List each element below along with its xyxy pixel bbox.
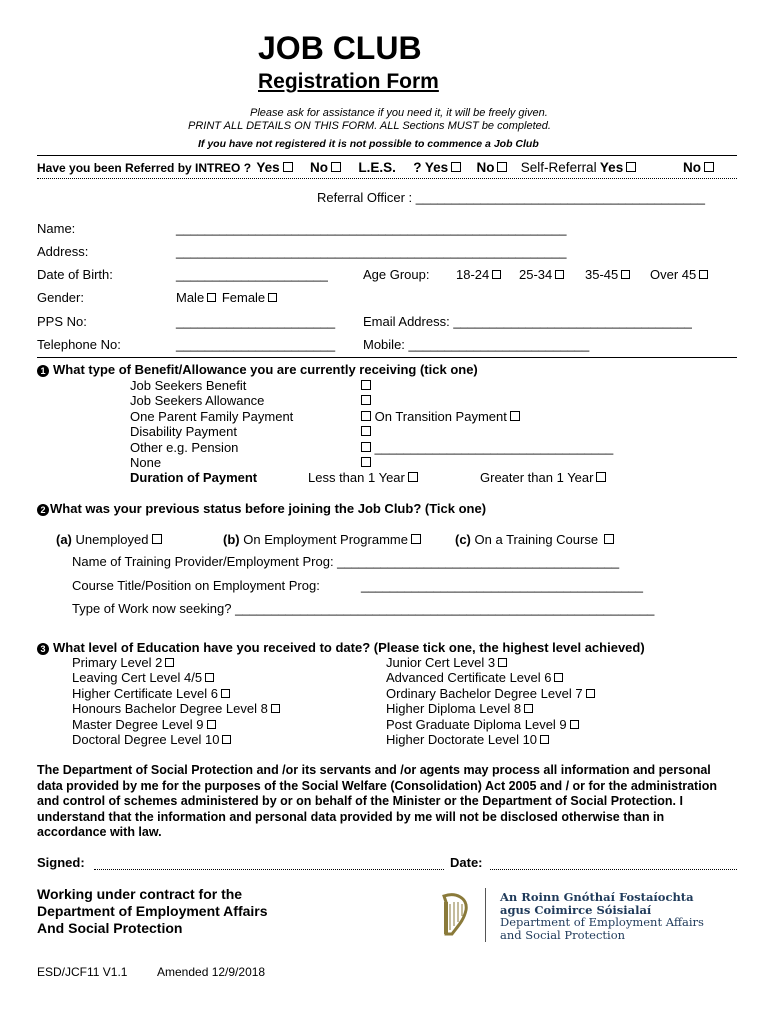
education-checkbox[interactable]: [207, 720, 216, 729]
education-item: Higher Doctorate Level 10: [386, 732, 595, 747]
education-item: Junior Cert Level 3: [386, 655, 595, 670]
name-label: Name:: [37, 221, 76, 236]
age-over-45[interactable]: Over 45: [650, 267, 708, 282]
pps-label: PPS No:: [37, 314, 87, 329]
benefit-item: Job Seekers Allowance: [130, 393, 265, 409]
address-field[interactable]: ______________________________________________________: [176, 244, 567, 259]
logo-divider: [485, 888, 486, 942]
date-label: Date:: [450, 855, 483, 870]
less-than-1-year-checkbox[interactable]: [408, 472, 418, 482]
education-item: Primary Level 2: [72, 655, 280, 670]
telephone-field[interactable]: ______________________: [176, 337, 336, 352]
age-18-24-checkbox[interactable]: [492, 270, 501, 279]
header-rule: [37, 155, 737, 156]
date-line[interactable]: [490, 869, 737, 870]
education-item: Doctoral Degree Level 10: [72, 732, 280, 747]
education-left-column: [72, 655, 280, 747]
status-unemployed: (a) Unemployed: [56, 532, 162, 547]
registration-note: If you have not registered it is not possible to commence a Job Club: [198, 138, 539, 150]
department-logo-text: An Roinn Gnóthaí Fostaíochta agus Coimirce Sóisialaí Department of Employment Affairs and Social Protection: [500, 890, 704, 942]
section2-title: 2 What was your previous status before joining the Job Club? (Tick one): [37, 501, 486, 516]
age-35-45-checkbox[interactable]: [621, 270, 630, 279]
benefit-item: One Parent Family Payment: [130, 408, 294, 424]
education-checkbox[interactable]: [524, 704, 533, 713]
female-checkbox[interactable]: [268, 293, 277, 302]
gender-options: Male Female: [176, 290, 277, 305]
age-over-45-checkbox[interactable]: [699, 270, 708, 279]
les-no-checkbox[interactable]: [497, 162, 507, 172]
telephone-label: Telephone No:: [37, 337, 121, 352]
harp-logo-icon: [436, 892, 472, 938]
duration-label: Duration of Payment: [130, 470, 258, 485]
dob-field[interactable]: _____________________: [176, 267, 328, 282]
opfp-checkbox[interactable]: [361, 411, 371, 421]
education-checkbox[interactable]: [221, 689, 230, 698]
section3-number-icon: 3: [37, 643, 49, 655]
referral-question: Have you been Referred by INTREO ?: [37, 161, 252, 175]
form-subtitle: Registration Form: [258, 70, 439, 93]
education-item: Leaving Cert Level 4/5: [72, 670, 280, 685]
self-yes-checkbox[interactable]: [626, 162, 636, 172]
benefit-item: None: [130, 455, 162, 471]
age-25-34-checkbox[interactable]: [555, 270, 564, 279]
amended-date: Amended 12/9/2018: [157, 965, 266, 979]
personal-rule: [37, 357, 737, 358]
course-title-label: Course Title/Position on Employment Prog:: [72, 578, 320, 593]
form-code: ESD/JCF11 V1.1: [37, 965, 128, 979]
education-checkbox[interactable]: [540, 735, 549, 744]
consent-statement: The Department of Social Protection and /or its servants and /or agents may process all information and personal data provided by me for the purposes of the Social Welfare (Consolidation) Act 2005 and / or for the administration and control of schemes administered by or on behalf of the Minister or the Department of Social Protection. I understand that the information and personal data provided by me will not be disclosed otherwise than in accordance with law.: [37, 763, 717, 839]
education-checkbox[interactable]: [205, 673, 214, 682]
form-title: JOB CLUB: [258, 30, 422, 66]
contract-statement: Working under contract for the Department of Employment Affairs And Social Protection: [37, 886, 268, 936]
age-35-45[interactable]: 35-45: [585, 267, 630, 282]
work-seeking-field[interactable]: Type of Work now seeking? __________________________________________________________: [72, 601, 655, 616]
employment-programme-checkbox[interactable]: [411, 534, 421, 544]
mobile-field[interactable]: Mobile: _________________________: [363, 337, 590, 352]
benefit-checkboxes: On Transition Payment _________________________________: [361, 378, 613, 470]
education-item: Higher Certificate Level 6: [72, 686, 280, 701]
les-yes-checkbox[interactable]: [451, 162, 461, 172]
education-item: Ordinary Bachelor Degree Level 7: [386, 686, 595, 701]
age-group-label: Age Group:: [363, 267, 430, 282]
address-label: Address:: [37, 244, 89, 259]
benefit-list: [130, 378, 293, 470]
education-checkbox[interactable]: [222, 735, 231, 744]
status-employment-programme: (b) On Employment Programme: [223, 532, 421, 547]
pps-field[interactable]: ______________________: [176, 314, 336, 329]
none-checkbox[interactable]: [361, 457, 371, 467]
education-item: Higher Diploma Level 8: [386, 701, 595, 716]
duration-greater: Greater than 1 Year: [480, 470, 606, 485]
benefit-item: Job Seekers Benefit: [130, 378, 247, 393]
self-no-checkbox[interactable]: [704, 162, 714, 172]
jsa-checkbox[interactable]: [361, 395, 371, 405]
self-no-group: No: [683, 160, 714, 175]
age-18-24[interactable]: 18-24: [456, 267, 501, 282]
other-checkbox[interactable]: [361, 442, 371, 452]
referral-rule: [37, 178, 737, 179]
signature-line[interactable]: [94, 869, 444, 870]
education-right-column: [386, 655, 595, 747]
assistance-note: Please ask for assistance if you need it, it will be freely given.: [250, 107, 548, 119]
unemployed-checkbox[interactable]: [152, 534, 162, 544]
section3-title: 3 What level of Education have you received to date? (Please tick one, the highest level achieved): [37, 640, 645, 655]
education-item: Master Degree Level 9: [72, 717, 280, 732]
benefit-item: Other e.g. Pension: [130, 439, 239, 455]
jsb-checkbox[interactable]: [361, 380, 371, 390]
print-note: PRINT ALL DETAILS ON THIS FORM. ALL Sections MUST be completed.: [188, 120, 551, 132]
greater-than-1-year-checkbox[interactable]: [596, 472, 606, 482]
email-field[interactable]: Email Address: _________________________________: [363, 314, 692, 329]
education-checkbox[interactable]: [165, 658, 174, 667]
referral-row: Have you been Referred by INTREO ? Yes No L.E.S. ? Yes No Self-Referral Yes: [37, 160, 636, 175]
disability-checkbox[interactable]: [361, 426, 371, 436]
education-checkbox[interactable]: [271, 704, 280, 713]
other-field[interactable]: _________________________________: [374, 439, 614, 455]
signed-label: Signed:: [37, 855, 85, 870]
transition-checkbox[interactable]: [510, 411, 520, 421]
education-item: Post Graduate Diploma Level 9: [386, 717, 595, 732]
education-checkbox[interactable]: [498, 658, 507, 667]
education-item: Advanced Certificate Level 6: [386, 670, 595, 685]
section1-title: 1 What type of Benefit/Allowance you are currently receiving (tick one): [37, 362, 478, 377]
intreo-yes-checkbox[interactable]: [283, 162, 293, 172]
education-checkbox[interactable]: [554, 673, 563, 682]
male-checkbox[interactable]: [207, 293, 216, 302]
referral-officer-field[interactable]: Referral Officer : ________________________________________: [317, 190, 705, 205]
intreo-no-checkbox[interactable]: [331, 162, 341, 172]
course-title-field[interactable]: _______________________________________: [361, 578, 643, 593]
status-training-course: (c) On a Training Course: [455, 532, 614, 547]
age-25-34[interactable]: 25-34: [519, 267, 564, 282]
gender-label: Gender:: [37, 290, 84, 305]
training-course-checkbox[interactable]: [604, 534, 614, 544]
dob-label: Date of Birth:: [37, 267, 113, 282]
name-field[interactable]: ______________________________________________________: [176, 221, 567, 236]
training-provider-field[interactable]: Name of Training Provider/Employment Prog: _______________________________________: [72, 554, 620, 569]
duration-less: Less than 1 Year: [308, 470, 418, 485]
education-checkbox[interactable]: [586, 689, 595, 698]
benefit-item: Disability Payment: [130, 424, 237, 440]
section2-number-icon: 2: [37, 504, 49, 516]
education-item: Honours Bachelor Degree Level 8: [72, 701, 280, 716]
education-checkbox[interactable]: [570, 720, 579, 729]
section1-number-icon: 1: [37, 365, 49, 377]
